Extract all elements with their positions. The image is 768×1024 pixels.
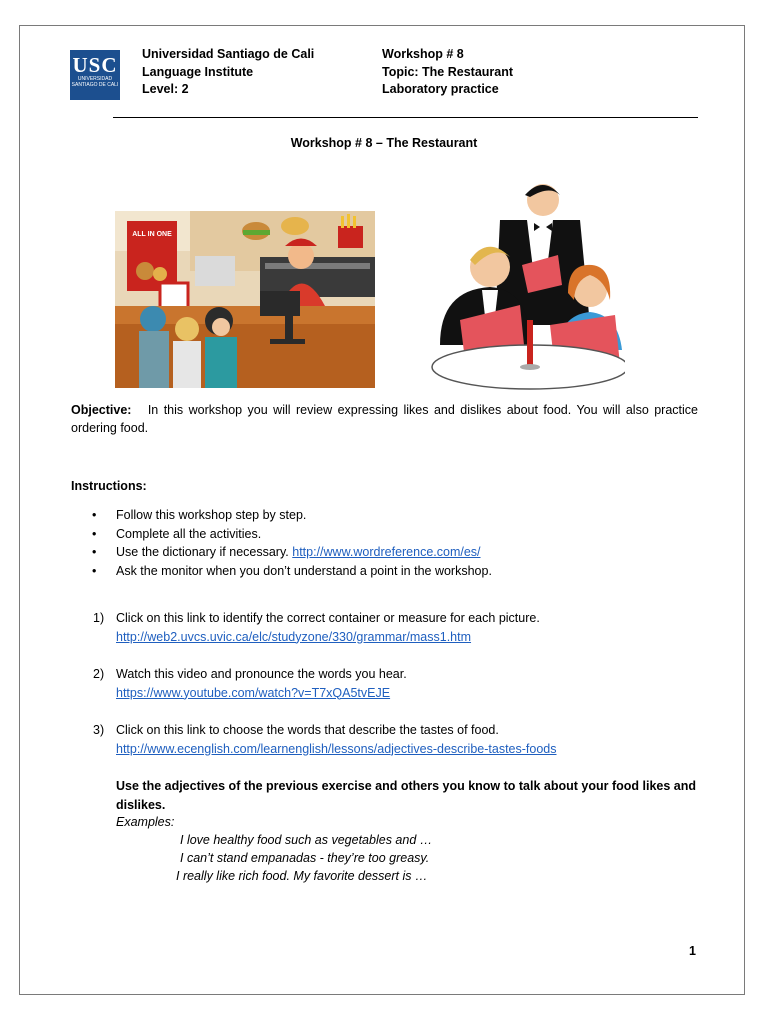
header-topic: Topic: The Restaurant (382, 64, 514, 79)
list-item: • Use the dictionary if necessary. http://www.wordreference.com/es/ (92, 545, 481, 559)
mass-measure-link[interactable]: http://web2.uvcs.uvic.ca/elc/studyzone/330/grammar/mass1.htm (116, 629, 472, 644)
practice-instructions: Use the adjectives of the previous exercise and others you know to talk about your food likes and dislikes. (116, 779, 697, 812)
header-right (382, 46, 513, 99)
youtube-link[interactable]: https://www.youtube.com/watch?v=T7xQA5tvEJE (116, 685, 391, 700)
page-title: Workshop # 8 – The Restaurant (290, 136, 478, 150)
example-sentence: I really like rich food. My favorite dessert is … (176, 869, 428, 883)
example-sentence: I love healthy food such as vegetables and … (180, 833, 433, 847)
fastfood-illustration (115, 211, 375, 388)
fastfood-drawing (115, 211, 375, 388)
objective-text: In this workshop you will review expressing likes and dislikes about food. You will also practice ordering food. (71, 403, 698, 435)
header-university: Universidad Santiago de Cali (142, 47, 315, 61)
step-text: Click on this link to choose the words that describe the tastes of food. (116, 723, 499, 737)
step-number: 3) (93, 723, 105, 737)
objective (71, 401, 698, 437)
logo-subtext: UNIVERSIDAD SANTIAGO DE CALI (71, 76, 119, 88)
header-practice: Laboratory practice (382, 82, 499, 96)
header-left (142, 46, 314, 99)
list-item: • Complete all the activities. (92, 526, 262, 541)
header-institute: Language Institute (142, 64, 254, 79)
objective-label: Objective: (71, 403, 132, 417)
logo-text: USC (72, 53, 118, 77)
examples-label: Examples: (116, 815, 175, 829)
list-item: • Ask the monitor when you don’t understand a point in the workshop. (92, 563, 492, 578)
page-number: 1 (689, 944, 696, 958)
waiter-illustration (410, 175, 625, 390)
header-level: Level: 2 (142, 82, 189, 96)
tastes-link[interactable]: http://www.ecenglish.com/learnenglish/lessons/adjectives-describe-tastes-foods (116, 741, 557, 756)
waiter-drawing (410, 175, 625, 390)
step-number: 2) (93, 667, 105, 681)
list-item: • Follow this workshop step by step. (92, 508, 307, 522)
step-number: 1) (93, 611, 105, 625)
menu-sign-text: ALL IN ONE (132, 231, 172, 238)
header-workshop: Workshop # 8 (382, 47, 464, 61)
header-divider (113, 117, 698, 118)
instructions-heading: Instructions: (71, 479, 147, 493)
step-text: Watch this video and pronounce the words you hear. (116, 667, 407, 681)
wordreference-link[interactable]: http://www.wordreference.com/es/ (292, 545, 481, 559)
example-sentence: I can’t stand empanadas - they’re too greasy. (180, 851, 430, 865)
usc-logo (70, 50, 120, 100)
step-text: Click on this link to identify the correct container or measure for each picture. (116, 611, 540, 625)
instructions-list (90, 506, 492, 580)
